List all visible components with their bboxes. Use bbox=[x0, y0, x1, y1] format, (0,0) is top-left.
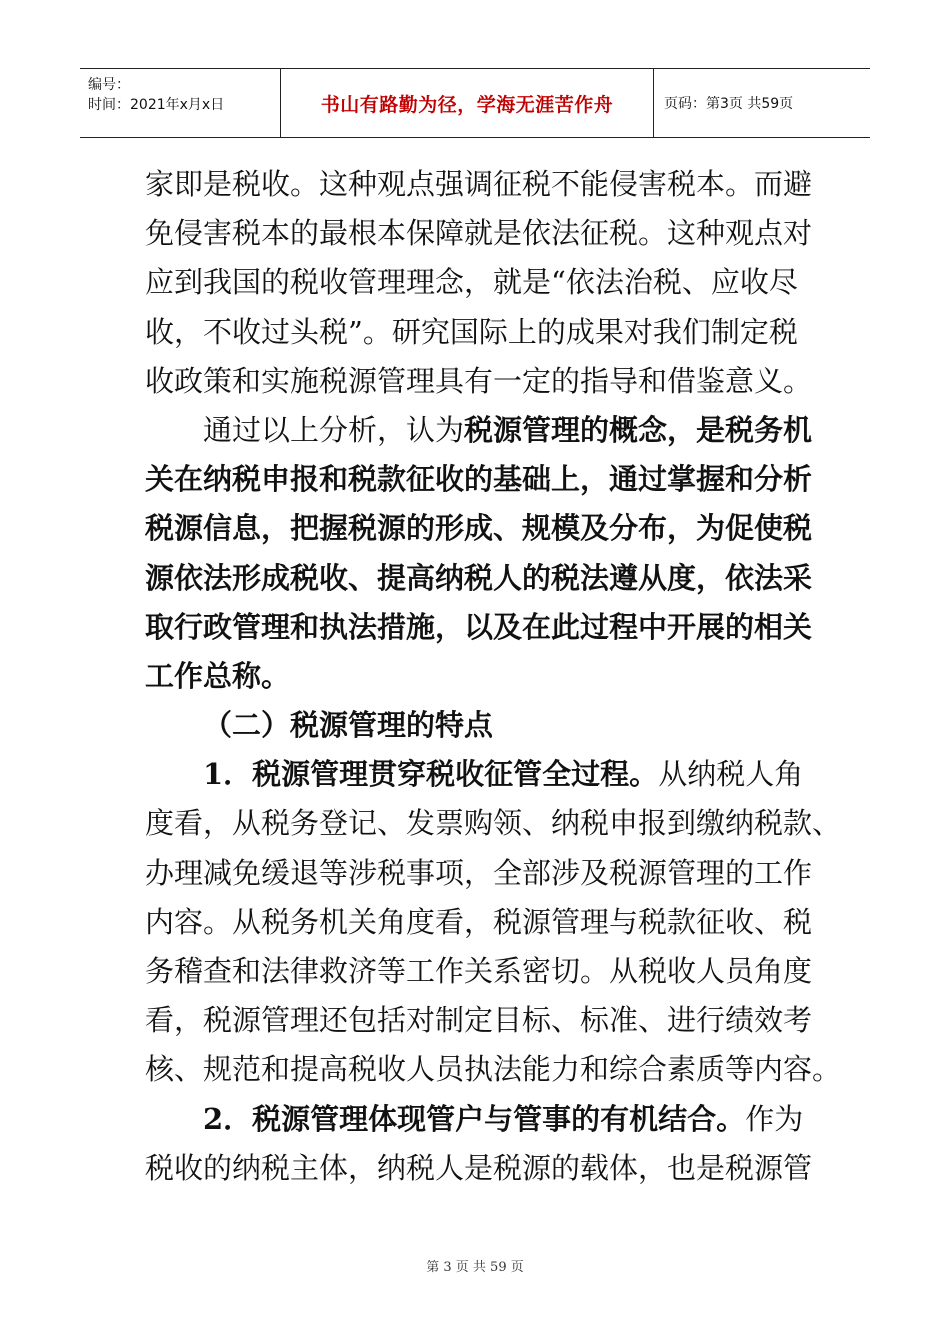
item1-line: 内容。从税务机关角度看，税源管理与税款征收、税 bbox=[145, 904, 813, 939]
body-line: 免侵害税本的最根本保障就是依法征税。这种观点对 bbox=[145, 216, 813, 251]
concept-line: 取行政管理和执法措施，以及在此过程中开展的相关 bbox=[145, 609, 813, 644]
motto: 书山有路勤为径，学海无涯苦作舟 bbox=[320, 93, 614, 116]
item1-first-line bbox=[145, 750, 810, 799]
page-footer: 第 3 页 共 59 页 bbox=[426, 1260, 524, 1275]
body-line: 收政策和实施税源管理具有一定的指导和借鉴意义。 bbox=[145, 363, 813, 398]
concept-paragraph-first-line bbox=[145, 406, 813, 455]
item1-line: 办理减免缓退等涉税事项，全部涉及税源管理的工作 bbox=[145, 855, 813, 890]
number-label: 编号： bbox=[88, 77, 130, 93]
item2-first-line bbox=[145, 1095, 810, 1144]
document-body bbox=[145, 160, 842, 1193]
body-line: 收，不收过头税”。研究国际上的成果对我们制定税 bbox=[145, 314, 798, 349]
header-left-cell bbox=[80, 69, 281, 137]
concept-bold-text: 税源管理的概念，是税务机 bbox=[464, 412, 813, 447]
concept-line: 关在纳税申报和税款征收的基础上，通过掌握和分析 bbox=[145, 462, 813, 497]
concept-line: 税源信息，把握税源的形成、规模及分布，为促使税 bbox=[145, 511, 813, 546]
concept-lead-text: 通过以上分析，认为 bbox=[203, 412, 465, 447]
item1-line: 度看，从税务登记、发票购领、纳税申报到缴纳税款、 bbox=[145, 806, 842, 841]
body-line: 家即是税收。这种观点强调征税不能侵害税本。而避 bbox=[145, 167, 813, 201]
item1-line: 务稽查和法律救济等工作关系密切。从税收人员角度 bbox=[145, 954, 813, 988]
item1-line: 核、规范和提高税收人员执法能力和综合素质等内容。 bbox=[145, 1052, 842, 1087]
item1-first-rest: 从纳税人角 bbox=[658, 757, 804, 792]
concept-line: 源依法形成税收、提高纳税人的税法遵从度，依法采 bbox=[145, 560, 813, 595]
page-info: 页码：第3页 共59页 bbox=[664, 96, 794, 112]
page-header bbox=[80, 68, 870, 138]
item1-line: 看，税源管理还包括对制定目标、标准、进行绩效考 bbox=[145, 1003, 813, 1038]
section-heading: （二）税源管理的特点 bbox=[203, 708, 494, 743]
item2-line: 税收的纳税主体，纳税人是税源的载体，也是税源管 bbox=[145, 1150, 813, 1185]
concept-line: 工作总称。 bbox=[145, 658, 291, 693]
header-right-cell bbox=[654, 69, 870, 137]
item2-title: 2．税源管理体现管户与管事的有机结合。 bbox=[203, 1101, 746, 1136]
body-line: 应到我国的税收管理理念，就是“依法治税、应收尽 bbox=[145, 265, 798, 300]
item1-title: 1．税源管理贯穿税收征管全过程。 bbox=[203, 757, 659, 792]
header-middle-cell bbox=[281, 69, 654, 137]
item2-first-rest: 作为 bbox=[745, 1101, 804, 1136]
time-label: 时间：2021年x月x日 bbox=[88, 97, 225, 113]
